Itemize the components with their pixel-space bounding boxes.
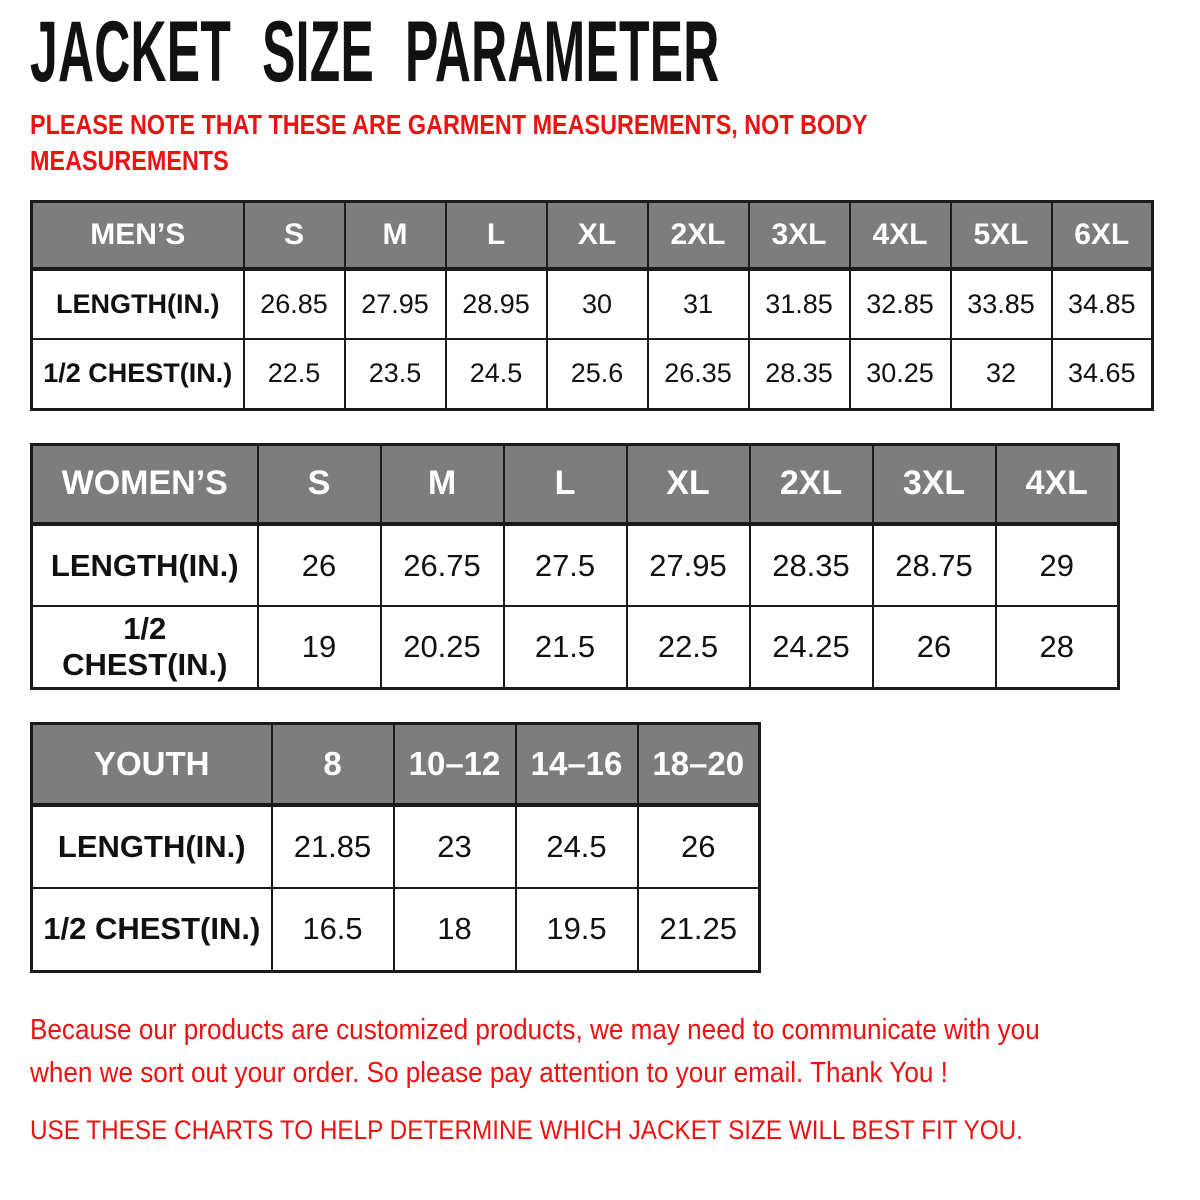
measurement-value-cell: 28.35 bbox=[749, 339, 850, 409]
womens-size-table bbox=[30, 443, 1120, 690]
measurement-value-cell: 34.85 bbox=[1052, 269, 1153, 339]
measurement-value-cell: 24.25 bbox=[750, 606, 873, 688]
measurement-value-cell: 26 bbox=[258, 524, 381, 606]
measurement-value-cell: 26 bbox=[873, 606, 996, 688]
fit-advice: USE THESE CHARTS TO HELP DETERMINE WHICH JACKET SIZE WILL BEST FIT YOU. bbox=[30, 1114, 1023, 1145]
header-row bbox=[32, 723, 760, 805]
measurement-value-cell: 20.25 bbox=[381, 606, 504, 688]
size-header-cell: XL bbox=[547, 201, 648, 269]
measurement-value-cell: 21.25 bbox=[638, 888, 760, 971]
measurement-value-cell: 31.85 bbox=[749, 269, 850, 339]
measurement-value-cell: 16.5 bbox=[272, 888, 394, 971]
size-header-cell: 18–20 bbox=[638, 723, 760, 805]
table-row bbox=[32, 269, 1153, 339]
notice-line: when we sort out your order. So please pay attention to your email. Thank You ! bbox=[30, 1057, 948, 1090]
youth-size-table bbox=[30, 722, 761, 973]
measurement-value-cell: 24.5 bbox=[446, 339, 547, 409]
measurement-value-cell: 30 bbox=[547, 269, 648, 339]
measurement-label-cell: LENGTH(IN.) bbox=[32, 269, 244, 339]
size-header-cell: 4XL bbox=[850, 201, 951, 269]
measurement-value-cell: 21.5 bbox=[504, 606, 627, 688]
table-title-cell: MEN’S bbox=[32, 201, 244, 269]
measurement-value-cell: 19.5 bbox=[516, 888, 638, 971]
measurement-value-cell: 28 bbox=[996, 606, 1119, 688]
table-row bbox=[32, 888, 760, 971]
measurement-value-cell: 26.35 bbox=[648, 339, 749, 409]
size-header-cell: 2XL bbox=[750, 444, 873, 524]
table-title-cell: YOUTH bbox=[32, 723, 272, 805]
measurement-value-cell: 26 bbox=[638, 805, 760, 888]
mens-size-table bbox=[30, 200, 1154, 411]
measurement-label-cell: 1/2 CHEST(IN.) bbox=[32, 339, 244, 409]
measurement-value-cell: 19 bbox=[258, 606, 381, 688]
measurement-value-cell: 28.35 bbox=[750, 524, 873, 606]
measurement-value-cell: 34.65 bbox=[1052, 339, 1153, 409]
measurement-value-cell: 31 bbox=[648, 269, 749, 339]
garment-measurement-note bbox=[30, 107, 1200, 180]
size-header-cell: S bbox=[244, 201, 345, 269]
size-header-cell: M bbox=[381, 444, 504, 524]
measurement-label-cell: 1/2 CHEST(IN.) bbox=[32, 888, 272, 971]
note-line: PLEASE NOTE THAT THESE ARE GARMENT MEASUREMENTS, NOT BODY bbox=[30, 109, 868, 141]
size-header-cell: 3XL bbox=[749, 201, 850, 269]
measurement-value-cell: 26.85 bbox=[244, 269, 345, 339]
measurement-value-cell: 22.5 bbox=[627, 606, 750, 688]
size-header-cell: 4XL bbox=[996, 444, 1119, 524]
customization-notice bbox=[30, 1009, 1200, 1096]
measurement-value-cell: 27.95 bbox=[345, 269, 446, 339]
size-header-cell: L bbox=[446, 201, 547, 269]
size-header-cell: 14–16 bbox=[516, 723, 638, 805]
table-row bbox=[32, 524, 1119, 606]
size-header-cell: 10–12 bbox=[394, 723, 516, 805]
measurement-value-cell: 18 bbox=[394, 888, 516, 971]
size-header-cell: XL bbox=[627, 444, 750, 524]
header-row bbox=[32, 444, 1119, 524]
page-title-text: JACKET SIZE PARAMETER bbox=[30, 4, 720, 100]
measurement-value-cell: 22.5 bbox=[244, 339, 345, 409]
measurement-value-cell: 28.75 bbox=[873, 524, 996, 606]
table-row bbox=[32, 606, 1119, 688]
table-row bbox=[32, 339, 1153, 409]
measurement-label-cell: LENGTH(IN.) bbox=[32, 524, 258, 606]
measurement-value-cell: 33.85 bbox=[951, 269, 1052, 339]
measurement-label-cell: 1/2 CHEST(IN.) bbox=[32, 606, 258, 688]
page-title bbox=[30, 4, 1200, 100]
table-row bbox=[32, 805, 760, 888]
measurement-value-cell: 30.25 bbox=[850, 339, 951, 409]
size-header-cell: M bbox=[345, 201, 446, 269]
measurement-value-cell: 23.5 bbox=[345, 339, 446, 409]
measurement-value-cell: 27.95 bbox=[627, 524, 750, 606]
measurement-value-cell: 32.85 bbox=[850, 269, 951, 339]
measurement-value-cell: 27.5 bbox=[504, 524, 627, 606]
measurement-value-cell: 32 bbox=[951, 339, 1052, 409]
size-header-cell: 2XL bbox=[648, 201, 749, 269]
header-row bbox=[32, 201, 1153, 269]
measurement-value-cell: 24.5 bbox=[516, 805, 638, 888]
measurement-value-cell: 28.95 bbox=[446, 269, 547, 339]
size-header-cell: S bbox=[258, 444, 381, 524]
size-header-cell: 8 bbox=[272, 723, 394, 805]
note-line: MEASUREMENTS bbox=[30, 145, 229, 177]
size-header-cell: 5XL bbox=[951, 201, 1052, 269]
table-title-cell: WOMEN’S bbox=[32, 444, 258, 524]
measurement-value-cell: 29 bbox=[996, 524, 1119, 606]
size-header-cell: L bbox=[504, 444, 627, 524]
measurement-value-cell: 26.75 bbox=[381, 524, 504, 606]
size-header-cell: 3XL bbox=[873, 444, 996, 524]
measurement-value-cell: 21.85 bbox=[272, 805, 394, 888]
measurement-value-cell: 23 bbox=[394, 805, 516, 888]
measurement-label-cell: LENGTH(IN.) bbox=[32, 805, 272, 888]
notice-line: Because our products are customized products, we may need to communicate with you bbox=[30, 1013, 1040, 1046]
size-header-cell: 6XL bbox=[1052, 201, 1153, 269]
measurement-value-cell: 25.6 bbox=[547, 339, 648, 409]
